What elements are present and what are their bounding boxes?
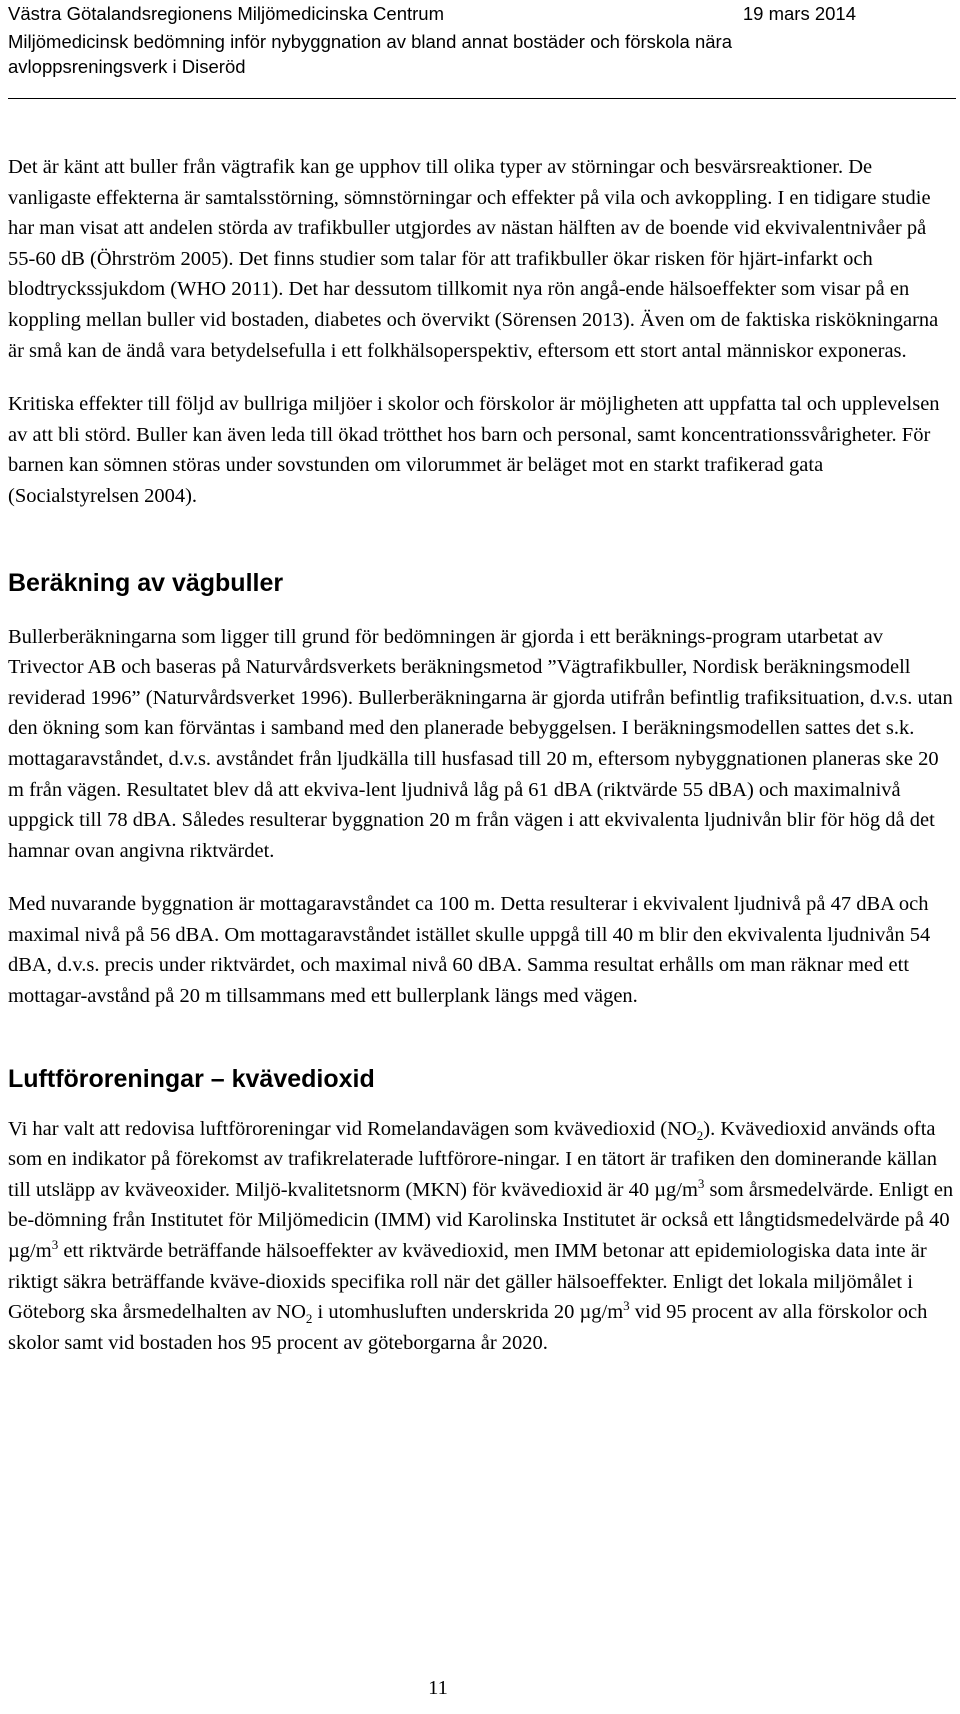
- text-run: som årsmedelvärde. Enligt en be-dömning från Institutet för Miljömedicin (IMM) vid Karolinska Institutet är också ett långtidsmedelvärde på 40 µg/m: [8, 1178, 954, 1263]
- superscript: 3: [623, 1298, 630, 1314]
- header-subtitle: Miljömedicinsk bedömning inför nybyggnation av bland annat bostäder och förskola nära avloppsreningsverk i Diseröd: [8, 31, 732, 77]
- paragraph-noise-calculation: Bullerberäkningarna som ligger till grund för bedömningen är gjorda i ett beräknings-program utarbetat av Trivector AB och baseras på Naturvårdsverkets beräkningsmetod ”Vägtrafikbuller, Nordisk beräkningsmodell reviderad 1996” (Naturvårdsverket 1996). Bullerberäkningarna är gjorda utifrån befintlig trafiksituation, d.v.s. utan den ökning som kan förväntas i samband med den planerade bebyggelsen. I beräkningsmodellen sattes det s.k. mottagaravståndet, d.v.s. avståndet från ljudkälla till husfasad till 20 m, eftersom nybyggnationen planeras ske 20 m från vägen. Resultatet blev då att ekviva-lent ljudnivå låg på 61 dBA (riktvärde 55 dBA) och maximalnivå uppgick till 78 dBA. Således resulterar byggnation 20 m från vägen i att ekvivalenta ljudnivån blir för hög då det hamnar ovan angivna riktvärdet.: [8, 625, 953, 862]
- text-run: vid 95 procent av alla förskolor och skolor samt vid bostaden hos 95 procent av göteborgarna år 2020.: [8, 1301, 928, 1354]
- paragraph-nitrogen-dioxide: [8, 1114, 954, 1359]
- paragraph-school-effects: Kritiska effekter till följd av bullriga miljöer i skolor och förskolor är möjligheten att uppfatta tal och upplevelsen av att bli störd. Buller kan även leda till ökad trötthet hos barn och personal, samt koncentrationssvårigheter. För barnen kan sömnen störas under sovstunden om vilorummet är beläget mot en starkt trafikerad gata (Socialstyrelsen 2004).: [8, 393, 940, 507]
- superscript: 3: [697, 1176, 705, 1192]
- page-number: 11: [428, 1677, 448, 1699]
- text-run: i utomhusluften underskrida 20 µg/m: [312, 1301, 624, 1324]
- document-body: [8, 152, 954, 1358]
- subscript: 2: [305, 1311, 313, 1327]
- subscript: 2: [696, 1127, 704, 1143]
- paragraph-current-distance: Med nuvarande byggnation är mottagaravståndet ca 100 m. Detta resulterar i ekvivalent ljudnivå på 47 dBA och maximal nivå på 56 dBA. Om mottagaravståndet istället skulle uppgå till 40 m blir den ekvivalenta ljudnivån 54 dBA, d.v.s. precis under riktvärdet, och maximal nivå 60 dBA. Samma resultat erhålls om man räknar med ett mottagar-avstånd på 20 m tillsammans med ett bullerplank längs med vägen.: [8, 893, 931, 1008]
- page-header: [8, 2, 956, 79]
- text-run: ett riktvärde beträffande hälsoeffekter av kvävedioxid, men IMM betonar att epidemiologiska data inte är riktigt säkra beträffande kväve-dioxids specifika roll när det gäller hälsoeffekter. Enligt det lokala miljömålet i Göteborg ska årsmedelhalten av NO: [8, 1240, 927, 1324]
- text-run: ). Kvävedioxid används ofta som en indikator på förekomst av trafikrelaterade luftförore-ningar. I en tätort är trafiken den dominerande källan till utsläpp av kväveoxider. Miljö-kvalitetsnorm (MKN) för kvävedioxid är 40 µg/m: [8, 1117, 937, 1201]
- header-organization: Västra Götalandsregionens Miljömedicinska Centrum: [8, 3, 444, 24]
- header-divider: [8, 98, 956, 99]
- text-run: Vi har valt att redovisa luftföroreningar vid Romelandavägen som kvävedioxid (NO: [8, 1117, 697, 1140]
- superscript: 3: [51, 1237, 59, 1253]
- header-date: 19 mars 2014: [742, 3, 856, 24]
- paragraph-noise-effects: Det är känt att buller från vägtrafik kan ge upphov till olika typer av störningar och besvärsreaktioner. De vanligaste effekterna är samtalsstörning, sömnstörningar och effekter på vila och avkoppling. I en tidigare studie har man visat att andelen störda av trafikbuller utgjordes av nästan hälften av de boende vid ekvivalentnivåer på 55-60 dB (Öhrström 2005). Det finns studier som talar för att trafikbuller ökar risken för hjärt-infarkt och blodtryckssjukdom (WHO 2011). Det har dessutom tillkomit nya rön angå-ende hälsoeffekter som visar på en koppling mellan buller vid bostaden, diabetes och övervikt (Sörensen 2013). Även om de faktiska riskökningarna är små kan de ändå vara betydelsefulla i ett folkhälsoperspektiv, eftersom ett stort antal människor exponeras.: [8, 156, 939, 362]
- section-heading-nitrogen-dioxide: Luftföroreningar – kvävedioxid: [8, 1064, 375, 1093]
- section-heading-road-noise: Beräkning av vägbuller: [8, 568, 284, 597]
- header-top-row: [8, 2, 956, 25]
